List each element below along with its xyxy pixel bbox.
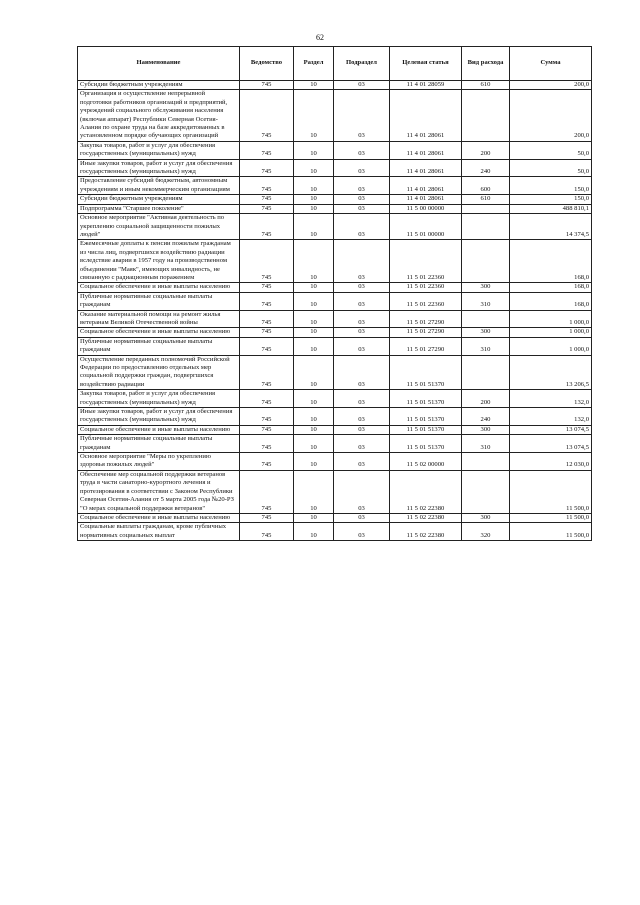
header-section: Раздел [294,47,334,81]
cell-dept: 745 [240,195,294,204]
cell-name: Закупка товаров, работ и услуг для обеспечения государственных (муниципальных) нужд [78,390,240,408]
table-row [78,141,592,159]
cell-subsection: 03 [334,435,390,453]
cell-target: 11 5 01 27290 [390,310,462,328]
table-body [78,81,592,541]
header-dept: Ведомство [240,47,294,81]
cell-amount: 13 074,5 [510,435,592,453]
cell-amount: 50,0 [510,141,592,159]
cell-expense: 310 [462,292,510,310]
cell-section: 10 [294,425,334,434]
table-row [78,523,592,541]
header-target: Целевая статья [390,47,462,81]
cell-section: 10 [294,513,334,522]
cell-section: 10 [294,408,334,426]
cell-name: Социальное обеспечение и иные выплаты населению [78,283,240,292]
cell-name: Субсидии бюджетным учреждениям [78,81,240,90]
cell-subsection: 03 [334,408,390,426]
cell-amount: 13 206,5 [510,355,592,390]
cell-amount: 168,0 [510,283,592,292]
cell-expense: 320 [462,523,510,541]
cell-target: 11 5 01 51370 [390,425,462,434]
table-row [78,337,592,355]
cell-dept: 745 [240,283,294,292]
cell-amount: 11 500,0 [510,513,592,522]
cell-name: Публичные нормативные социальные выплаты гражданам [78,337,240,355]
cell-target: 11 5 01 27290 [390,337,462,355]
cell-section: 10 [294,453,334,471]
cell-amount: 1 000,0 [510,337,592,355]
cell-dept: 745 [240,355,294,390]
cell-expense [462,310,510,328]
cell-dept: 745 [240,204,294,213]
cell-name: Публичные нормативные социальные выплаты гражданам [78,292,240,310]
cell-name: Ежемесячные доплаты к пенсии пожилым гражданам из числа лиц, подвергшихся воздействию радиации вследствие аварии в 1957 году на производственном объединении "Маяк", имеющих инвалидность, не связанную с радиационным поражением [78,240,240,283]
cell-subsection: 03 [334,523,390,541]
cell-dept: 745 [240,453,294,471]
table-row [78,408,592,426]
cell-dept: 745 [240,513,294,522]
header-subsection: Подраздел [334,47,390,81]
cell-amount: 12 030,0 [510,453,592,471]
cell-subsection: 03 [334,214,390,240]
cell-subsection: 03 [334,310,390,328]
cell-amount: 11 500,0 [510,470,592,513]
cell-section: 10 [294,141,334,159]
cell-dept: 745 [240,240,294,283]
cell-expense: 610 [462,81,510,90]
header-amount: Сумма [510,47,592,81]
cell-target: 11 5 01 51370 [390,355,462,390]
cell-subsection: 03 [334,283,390,292]
cell-subsection: 03 [334,355,390,390]
cell-subsection: 03 [334,292,390,310]
cell-target: 11 5 02 22380 [390,470,462,513]
cell-subsection: 03 [334,240,390,283]
cell-subsection: 03 [334,159,390,177]
cell-section: 10 [294,177,334,195]
cell-section: 10 [294,523,334,541]
cell-subsection: 03 [334,513,390,522]
cell-section: 10 [294,81,334,90]
page-number: 62 [316,33,324,42]
cell-dept: 745 [240,214,294,240]
cell-section: 10 [294,390,334,408]
table-row [78,453,592,471]
cell-section: 10 [294,292,334,310]
table-row [78,513,592,522]
cell-dept: 745 [240,292,294,310]
cell-expense [462,355,510,390]
cell-amount: 200,0 [510,81,592,90]
cell-dept: 745 [240,141,294,159]
cell-expense: 240 [462,159,510,177]
table-row [78,310,592,328]
cell-amount: 50,0 [510,159,592,177]
cell-expense: 200 [462,141,510,159]
cell-name: Подпрограмма "Старшее поколение" [78,204,240,213]
table-row [78,283,592,292]
cell-subsection: 03 [334,195,390,204]
cell-subsection: 03 [334,390,390,408]
cell-dept: 745 [240,159,294,177]
cell-expense [462,214,510,240]
cell-amount: 11 500,0 [510,523,592,541]
table-row [78,81,592,90]
cell-amount: 14 374,5 [510,214,592,240]
cell-target: 11 4 01 28061 [390,195,462,204]
header-name: Наименование [78,47,240,81]
cell-expense: 600 [462,177,510,195]
cell-amount: 132,0 [510,408,592,426]
cell-dept: 745 [240,425,294,434]
cell-target: 11 5 01 51370 [390,435,462,453]
cell-expense [462,90,510,141]
cell-expense: 610 [462,195,510,204]
cell-dept: 745 [240,470,294,513]
cell-target: 11 5 01 22360 [390,292,462,310]
table-row [78,214,592,240]
cell-subsection: 03 [334,177,390,195]
cell-expense [462,240,510,283]
cell-expense: 200 [462,390,510,408]
cell-target: 11 5 01 22360 [390,240,462,283]
cell-name: Социальные выплаты гражданам, кроме публичных нормативных социальных выплат [78,523,240,541]
cell-section: 10 [294,195,334,204]
cell-name: Предоставление субсидий бюджетным, автономным учреждениям и иным некоммерческим организациям [78,177,240,195]
cell-amount: 1 000,0 [510,328,592,337]
cell-name: Обеспечение мер социальной поддержки ветеранов труда в части санаторно-курортного лечения и протезирования в соответствии с Законом Республики Северная Осетия-Алания от 5 марта 2005 года №20-РЗ "О мерах социальной поддержки ветеранов" [78,470,240,513]
cell-dept: 745 [240,177,294,195]
cell-name: Закупка товаров, работ и услуг для обеспечения государственных (муниципальных) нужд [78,141,240,159]
cell-section: 10 [294,328,334,337]
cell-expense [462,453,510,471]
cell-expense [462,470,510,513]
cell-subsection: 03 [334,141,390,159]
cell-section: 10 [294,90,334,141]
cell-section: 10 [294,159,334,177]
cell-subsection: 03 [334,470,390,513]
table-row [78,390,592,408]
cell-amount: 488 810,1 [510,204,592,213]
cell-dept: 745 [240,435,294,453]
cell-dept: 745 [240,328,294,337]
table-header-row [78,47,592,81]
table-row [78,240,592,283]
cell-amount: 150,0 [510,177,592,195]
cell-dept: 745 [240,90,294,141]
cell-name: Публичные нормативные социальные выплаты гражданам [78,435,240,453]
cell-dept: 745 [240,408,294,426]
cell-subsection: 03 [334,328,390,337]
cell-amount: 13 074,5 [510,425,592,434]
cell-target: 11 4 01 28061 [390,159,462,177]
cell-name: Осуществление переданных полномочий Российской Федерации по предоставлению отдельных мер социальной поддержки граждан, подвергшихся воздействию радиации [78,355,240,390]
cell-name: Оказание материальной помощи на ремонт жилья ветеранам Великой Отечественной войны [78,310,240,328]
cell-amount: 150,0 [510,195,592,204]
cell-target: 11 5 01 27290 [390,328,462,337]
cell-expense: 300 [462,513,510,522]
cell-expense: 300 [462,283,510,292]
table-row [78,328,592,337]
cell-expense [462,204,510,213]
cell-target: 11 5 02 22380 [390,523,462,541]
cell-dept: 745 [240,390,294,408]
cell-section: 10 [294,240,334,283]
cell-target: 11 5 02 22380 [390,513,462,522]
cell-section: 10 [294,470,334,513]
cell-target: 11 4 01 28061 [390,90,462,141]
cell-section: 10 [294,355,334,390]
cell-target: 11 5 01 00000 [390,214,462,240]
cell-name: Социальное обеспечение и иные выплаты населению [78,328,240,337]
cell-name: Иные закупки товаров, работ и услуг для обеспечения государственных (муниципальных) нужд [78,408,240,426]
cell-target: 11 4 01 28061 [390,141,462,159]
cell-amount: 132,0 [510,390,592,408]
cell-amount: 168,0 [510,240,592,283]
header-expense: Вид расхода [462,47,510,81]
cell-expense: 300 [462,328,510,337]
cell-section: 10 [294,310,334,328]
table-row [78,204,592,213]
table-row [78,159,592,177]
cell-subsection: 03 [334,453,390,471]
cell-target: 11 5 02 00000 [390,453,462,471]
cell-dept: 745 [240,337,294,355]
cell-name: Субсидии бюджетным учреждениям [78,195,240,204]
cell-target: 11 4 01 28059 [390,81,462,90]
cell-expense: 240 [462,408,510,426]
cell-subsection: 03 [334,425,390,434]
table-row [78,435,592,453]
table-row [78,292,592,310]
cell-name: Социальное обеспечение и иные выплаты населению [78,425,240,434]
cell-target: 11 5 01 22360 [390,283,462,292]
cell-target: 11 5 01 51370 [390,408,462,426]
cell-name: Основное мероприятие "Активная деятельность по укреплению социальной защищенности пожилых людей" [78,214,240,240]
cell-dept: 745 [240,81,294,90]
table-row [78,425,592,434]
cell-expense: 310 [462,435,510,453]
table-row [78,470,592,513]
table-row [78,177,592,195]
cell-expense: 310 [462,337,510,355]
table-row [78,195,592,204]
cell-name: Иные закупки товаров, работ и услуг для обеспечения государственных (муниципальных) нужд [78,159,240,177]
cell-section: 10 [294,214,334,240]
cell-target: 11 5 01 51370 [390,390,462,408]
cell-name: Основное мероприятие "Меры по укреплению здоровья пожилых людей" [78,453,240,471]
budget-table [77,46,592,541]
cell-section: 10 [294,435,334,453]
cell-amount: 200,0 [510,90,592,141]
cell-section: 10 [294,283,334,292]
cell-subsection: 03 [334,204,390,213]
table-row [78,355,592,390]
cell-subsection: 03 [334,90,390,141]
cell-subsection: 03 [334,81,390,90]
cell-name: Социальное обеспечение и иные выплаты населению [78,513,240,522]
cell-section: 10 [294,337,334,355]
cell-amount: 1 000,0 [510,310,592,328]
cell-expense: 300 [462,425,510,434]
cell-dept: 745 [240,310,294,328]
cell-dept: 745 [240,523,294,541]
cell-name: Организация и осуществление непрерывной подготовки работников организаций и предприятий, учреждений социального обслуживания населения (включая аппарат) Республики Северная Осетия-Алания по охране труда на базе аккредитованных в установленном порядке обучающих организаций [78,90,240,141]
table-row [78,90,592,141]
cell-subsection: 03 [334,337,390,355]
cell-section: 10 [294,204,334,213]
cell-target: 11 5 00 00000 [390,204,462,213]
cell-target: 11 4 01 28061 [390,177,462,195]
cell-amount: 168,0 [510,292,592,310]
